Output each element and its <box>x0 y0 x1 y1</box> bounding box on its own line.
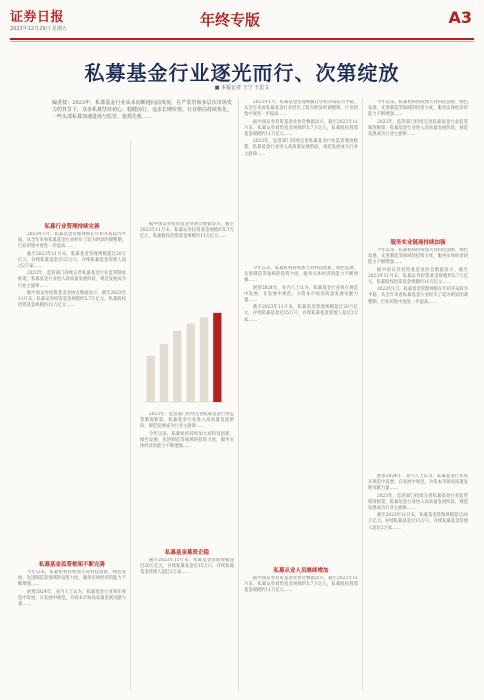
article-lead: 编者按：2023年，私募基金行业从未间断地向前发展。在严监管和多层次市场发力的背景下，众多私募坚持初心、稳健前行、追求长期价值，行业格局持续优化。一些头部私募加速进场与监管、抢抓先机…… <box>52 100 233 120</box>
body-paragraph: 截至2023年11月末，私募基金管理规模超过20万亿元，存续私募基金近15万只，存续私募基金管理人超过2万家…… <box>368 513 468 531</box>
article-byline: ■ 本报记者 王宁 王思文 <box>214 85 270 91</box>
header-rule <box>10 38 474 40</box>
body-paragraph: 今年以来，私募机构持续加大对科技创新、绿色发展、先进制造等领域的投资力度，服务实体经济的能力不断增强…… <box>368 248 468 266</box>
body-paragraph: 据中国证券投资基金业协会数据显示，截至2023年11月末，私募证券投资基金规模约5.7万亿元，私募股权投资基金规模约11万亿元…… <box>244 576 358 594</box>
subhead-9: 私募基金监管框架不断完善 <box>38 562 105 568</box>
subhead-1: 私募行业管理持续完善 <box>44 224 100 230</box>
column-2b-text <box>140 412 234 542</box>
column-2c-text <box>140 558 234 682</box>
column-divider <box>362 98 363 690</box>
body-paragraph: 2023年1月，私募基金管理规模在年初开局较为平稳，从全年来看私募基金行业经历了较为明显的调整期，行业的集中度进一步提高…… <box>368 287 468 305</box>
chart-bar-2 <box>160 344 168 402</box>
subhead-2: 私募基金募资企稳 <box>164 550 209 556</box>
special-edition-label: 年终专版 <box>200 11 261 29</box>
body-paragraph: 今年以来，私募机构持续加大对科技创新、绿色发展、先进制造等领域的投资力度，服务实体经济的能力不断增强…… <box>244 266 358 284</box>
issue-date: 2023年12月29日 星期五 <box>10 26 68 32</box>
body-paragraph: 2023年，监管部门持续完善私募基金行业监管制度框架，私募基金行业进入高质量发展阶段，规范发展成为行业主旋律…… <box>140 412 234 430</box>
header-rule-thin <box>10 41 474 42</box>
masthead: 证券日报 <box>10 10 65 25</box>
article-title: 私募基金行业逐光而行、次第绽放 <box>84 61 400 85</box>
body-paragraph: 展望2024年，业内人士认为，私募基金行业将在规范中发展，在发展中规范，为资本市场高质量发展贡献力量…… <box>368 474 468 492</box>
body-paragraph: 截至2023年11月末，私募基金管理规模超过20万亿元，存续私募基金近15万只，存续私募基金管理人超过2万家…… <box>140 558 234 576</box>
body-paragraph: 2023年1月，私募基金管理规模在年初开局较为平稳，从全年来看私募基金行业经历了较为明显的调整期，行业的集中度进一步提高…… <box>244 100 358 118</box>
body-paragraph: 展望2024年，业内人士认为，私募基金行业将在规范中发展，在发展中规范，为资本市场高质量发展贡献力量…… <box>18 589 126 608</box>
page-number: A3 <box>448 8 472 27</box>
chart-bar-6 <box>213 313 221 402</box>
chart-bar-4 <box>187 324 195 402</box>
chart-bar-5 <box>200 317 208 402</box>
column-divider <box>238 98 239 690</box>
body-paragraph: 据中国证券投资基金业协会数据显示，截至2023年11月末，私募证券投资基金规模约5.7万亿元，私募股权投资基金规模约11万亿元…… <box>18 290 126 309</box>
body-paragraph: 2023年，监管部门持续完善私募基金行业监管制度框架，私募基金行业进入高质量发展阶段，规范发展成为行业主旋律…… <box>244 139 358 157</box>
column-1-text <box>18 232 126 442</box>
chart-bar-1 <box>147 356 155 402</box>
body-paragraph: 2023年，监管部门持续完善私募基金行业监管制度框架，私募基金行业进入高质量发展阶段，规范发展成为行业主旋律…… <box>368 493 468 512</box>
column-3-text <box>244 100 358 260</box>
body-paragraph: 据中国证券投资基金业协会数据显示，截至2023年11月末，私募证券投资基金规模约5.7万亿元，私募股权投资基金规模约11万亿元…… <box>244 119 358 138</box>
column-1b-text <box>18 570 126 682</box>
column-3c-text <box>244 576 358 682</box>
column-2-text <box>140 222 234 298</box>
body-paragraph: 展望2024年，业内人士认为，私募基金行业将在规范中发展，在发展中规范，为资本市场高质量发展贡献力量…… <box>244 285 358 304</box>
subhead-8: 服务实业链展持续加强 <box>390 240 446 246</box>
body-paragraph: 2023年1月，私募基金管理规模在年初开局较为平稳，从全年来看私募基金行业经历了较为明显的调整期，行业的集中度进一步提高…… <box>18 232 126 250</box>
body-paragraph: 截至2023年11月末，私募基金管理规模超过20万亿元，存续私募基金近15万只，存续私募基金管理人超过2万家…… <box>18 251 126 270</box>
column-4-text <box>368 100 468 232</box>
body-paragraph: 今年以来，私募机构持续加大对科技创新、绿色发展、先进制造等领域的投资力度，服务实体经济的能力不断增强…… <box>368 100 468 118</box>
body-paragraph: 2023年，监管部门持续完善私募基金行业监管制度框架，私募基金行业进入高质量发展阶段，规范发展成为行业主旋律…… <box>368 119 468 138</box>
column-4c-text <box>368 474 468 682</box>
bar-chart <box>140 300 228 408</box>
column-4b-text <box>368 248 468 468</box>
column-divider <box>130 140 131 690</box>
body-paragraph: 今年以来，私募机构持续加大对科技创新、绿色发展、先进制造等领域的投资力度，服务实体经济的能力不断增强…… <box>140 431 234 450</box>
body-paragraph: 截至2023年11月末，私募基金管理规模超过20万亿元，存续私募基金近15万只，存续私募基金管理人超过2万家…… <box>244 305 358 323</box>
chart-bar-3 <box>173 331 181 402</box>
page-header <box>10 6 474 38</box>
body-paragraph: 据中国证券投资基金业协会数据显示，截至2023年11月末，私募证券投资基金规模约5.7万亿元，私募股权投资基金规模约11万亿元…… <box>140 222 234 240</box>
body-paragraph: 2023年，监管部门持续完善私募基金行业监管制度框架，私募基金行业进入高质量发展阶段，规范发展成为行业主旋律…… <box>18 271 126 289</box>
column-3b-text <box>244 266 358 562</box>
body-paragraph: 今年以来，私募机构持续加大对科技创新、绿色发展、先进制造等领域的投资力度，服务实体经济的能力不断增强…… <box>18 570 126 588</box>
subhead-6: 私募从业人员继续增加 <box>273 568 329 574</box>
body-paragraph: 据中国证券投资基金业协会数据显示，截至2023年11月末，私募证券投资基金规模约5.7万亿元，私募股权投资基金规模约11万亿元…… <box>368 267 468 286</box>
